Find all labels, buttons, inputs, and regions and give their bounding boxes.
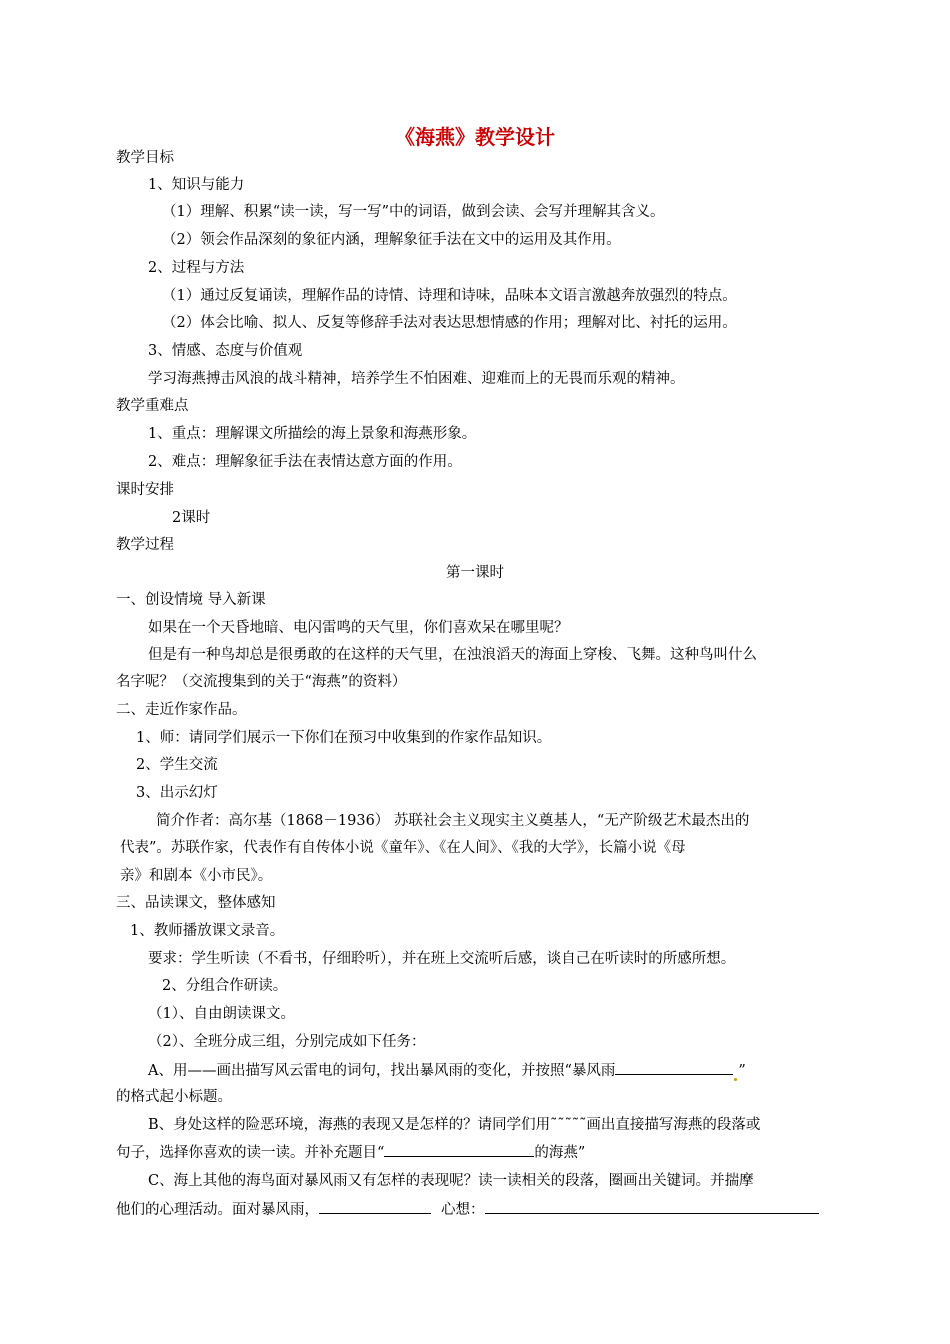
list-item: （1）、自由朗读课文。 [148,1006,295,1022]
schedule-value: 2课时 [172,510,211,526]
author-intro: 亲》和剧本《小市民》。 [120,868,273,884]
goal-item: （2）体会比喻、拟人、反复等修辞手法对表达思想情感的作用；理解对比、衬托的运用。 [162,315,737,331]
paragraph: 但是有一种鸟却总是很勇敢的在这样的天气里，在浊浪滔天的海面上穿梭、飞舞。这种鸟叫什么 [148,647,757,663]
section-heading: 三、品读课文，整体感知 [116,895,276,911]
fill-in-blank [319,1199,431,1214]
task-b: B、身处这样的险恶环境，海燕的表现又是怎样的？请同学们用˜˜˜˜˜画出直接描写海燕的段落或 [148,1117,761,1133]
key-point-item: 1、重点：理解课文所描绘的海上景象和海燕形象。 [148,426,477,442]
task-a-text: A、用——画出描写风云雷电的词句，找出暴风雨的变化，并按照“暴风雨 [148,1063,616,1079]
heading-key-points: 教学重难点 [116,398,189,414]
subheading-values: 3、情感、态度与价值观 [148,343,303,359]
goal-item: （1）通过反复诵读，理解作品的诗情、诗理和诗味，品味本文语言激越奔放强烈的特点。 [162,288,737,304]
task-c-text: 他们的心理活动。面对暴风雨， [116,1202,319,1218]
task-a-close: ” [738,1063,746,1079]
list-item: 1、师：请同学们展示一下你们在预习中收集到的作家作品知识。 [136,730,552,746]
section-first-lesson: 第一课时 [446,565,504,581]
task-c-label: 心想： [441,1202,485,1218]
paragraph: 要求：学生听读（不看书，仔细聆听），并在班上交流听后感，谈自己在听读时的所感所想。 [148,951,736,967]
heading-teaching-goals: 教学目标 [116,150,174,166]
task-b-tail: 的海燕” [534,1145,586,1161]
list-item: （2）、全班分成三组，分别完成如下任务： [148,1034,426,1050]
section-heading: 一、创设情境 导入新课 [116,592,266,608]
decor-dot [734,1078,737,1081]
list-item: 3、出示幻灯 [136,785,218,801]
task-a-cont: 的格式起小标题。 [116,1089,232,1105]
task-a [148,1060,746,1081]
fill-in-blank [485,1199,819,1214]
section-heading: 二、走近作家作品。 [116,702,247,718]
heading-teaching-process: 教学过程 [116,537,174,553]
key-point-item: 2、难点：理解象征手法在表情达意方面的作用。 [148,454,462,470]
task-b-text: 句子，选择你喜欢的读一读。并补充题目“ [116,1145,385,1161]
fill-in-blank [384,1142,534,1157]
fill-in-blank [615,1060,733,1075]
list-item: 1、教师播放课文录音。 [130,923,285,939]
goal-item: （2）领会作品深刻的象征内涵，理解象征手法在文中的运用及其作用。 [162,232,621,248]
goal-item: （1）理解、积累“读一读，写一写”中的词语，做到会读、会写并理解其含义。 [162,204,665,220]
task-c: C、海上其他的海鸟面对暴风雨又有怎样的表现呢？读一读相关的段落，圈画出关键词。并揣摩 [148,1173,754,1189]
paragraph: 学习海燕搏击风浪的战斗精神，培养学生不怕困难、迎难而上的无畏而乐观的精神。 [148,371,685,387]
author-intro: 简介作者：高尔基（1868－1936） 苏联社会主义现实主义奠基人，“无产阶级艺术最杰出的 [156,813,750,829]
paragraph: 如果在一个天昏地暗、电闪雷鸣的天气里，你们喜欢呆在哪里呢？ [148,620,569,636]
task-c-cont [116,1199,819,1220]
paragraph: 名字呢？（交流搜集到的关于“海燕”的资料） [116,674,407,690]
subheading-knowledge: 1、知识与能力 [148,177,245,193]
subheading-process: 2、过程与方法 [148,260,245,276]
document-title: 《海燕》教学设计 [395,125,555,149]
task-b-cont [116,1142,585,1163]
list-item: 2、学生交流 [136,757,218,773]
heading-schedule: 课时安排 [116,482,174,498]
author-intro: 代表”。苏联作家，代表作有自传体小说《童年》、《在人间》、《我的大学》，长篇小说《母 [120,840,686,856]
list-item: 2、分组合作研读。 [162,978,288,994]
